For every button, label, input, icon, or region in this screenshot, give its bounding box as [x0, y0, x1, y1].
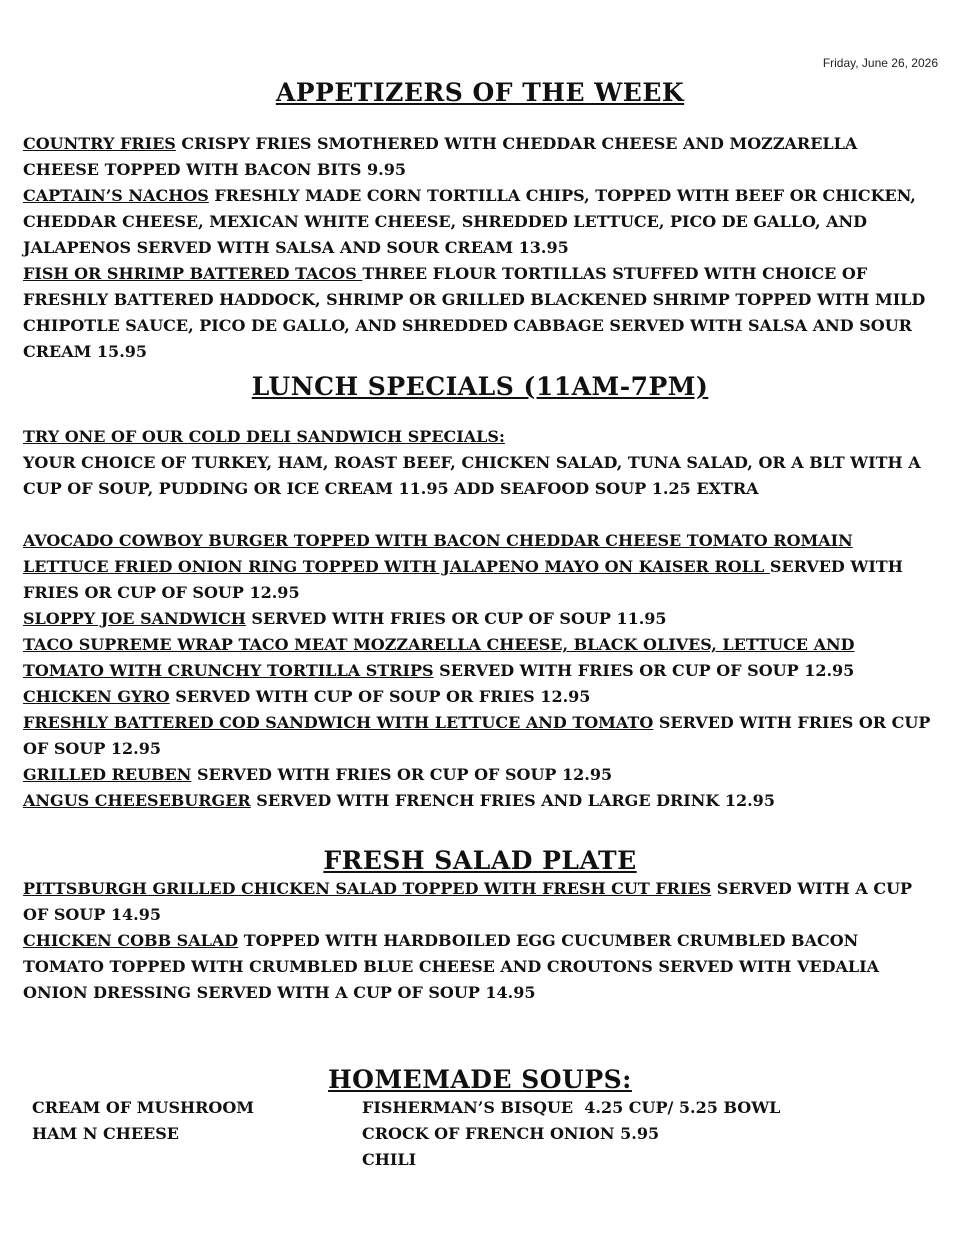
- menu-item-desc: SERVED WITH CUP OF SOUP OR FRIES 12.95: [169, 687, 591, 706]
- menu-item-desc: SERVED WITH FRIES OR CUP OF SOUP 12.95: [23, 557, 903, 602]
- menu-item: [23, 261, 938, 365]
- menu-item-desc: CRISPY FRIES SMOTHERED WITH CHEDDAR CHEESE AND MOZZARELLA CHEESE TOPPED WITH BACON BITS 9.95: [23, 134, 858, 179]
- soups-right-column: [362, 1095, 780, 1173]
- salad-heading: FRESH SALAD PLATE: [323, 846, 637, 875]
- menu-item-desc: SERVED WITH A CUP OF SOUP 14.95: [23, 879, 913, 924]
- menu-item-name: FISH OR SHRIMP BATTERED TACOS: [23, 264, 363, 283]
- lunch-heading: LUNCH SPECIALS (11AM-7PM): [251, 372, 709, 401]
- menu-item-name: CHICKEN COBB SALAD: [23, 931, 239, 950]
- salad-list: [23, 876, 938, 1006]
- menu-item-name: TACO SUPREME WRAP TACO MEAT MOZZARELLA CHEESE, BLACK OLIVES, LETTUCE AND TOMATO WITH CRUNCHY TORTILLA STRIPS: [23, 635, 855, 680]
- menu-item-name: GRILLED REUBEN: [23, 765, 192, 784]
- lunch-list: [23, 424, 938, 814]
- menu-item-name: PITTSBURGH GRILLED CHICKEN SALAD TOPPED WITH FRESH CUT FRIES: [23, 879, 712, 898]
- deli-desc: YOUR CHOICE OF TURKEY, HAM, ROAST BEEF, CHICKEN SALAD, TUNA SALAD, OR A BLT WITH A CUP OF SOUP, PUDDING OR ICE CREAM 11.95 ADD SEAFOOD SOUP 1.25 EXTRA: [23, 453, 921, 498]
- menu-item: [23, 684, 938, 710]
- menu-item: [23, 632, 938, 684]
- menu-item-name: COUNTRY FRIES: [23, 134, 176, 153]
- menu-item: [23, 710, 938, 762]
- menu-date: Friday, June 26, 2026: [822, 56, 938, 70]
- menu-item: [23, 788, 938, 814]
- menu-item-desc: FRESHLY MADE CORN TORTILLA CHIPS, TOPPED WITH BEEF OR CHICKEN, CHEDDAR CHEESE, MEXICAN WHITE CHEESE, SHREDDED LETTUCE, PICO DE GALLO, AND JALAPENOS SERVED WITH SALSA AND SOUR CREAM 13.95: [23, 186, 916, 257]
- soup-item: HAM N CHEESE: [32, 1124, 179, 1143]
- soups-left-column: [32, 1095, 254, 1147]
- menu-item-desc: THREE FLOUR TORTILLAS STUFFED WITH CHOICE OF FRESHLY BATTERED HADDOCK, SHRIMP OR GRILLED BLACKENED SHRIMP TOPPED WITH MILD CHIPOTLE SAUCE, PICO DE GALLO, AND SHREDDED CABBAGE SERVED WITH SALSA AND SOUR CREAM 15.95: [23, 264, 926, 361]
- menu-item: [23, 183, 938, 261]
- soup-item: CHILI: [362, 1150, 417, 1169]
- menu-item-name: SLOPPY JOE SANDWICH: [23, 609, 246, 628]
- spacer: [23, 502, 938, 528]
- soup-item: CREAM OF MUSHROOM: [32, 1098, 255, 1117]
- soup-item: FISHERMAN’S BISQUE 4.25 CUP/ 5.25 BOWL: [362, 1098, 781, 1117]
- appetizers-list: [23, 131, 938, 365]
- soup-item: CROCK OF FRENCH ONION 5.95: [362, 1124, 660, 1143]
- menu-item-desc: SERVED WITH FRIES OR CUP OF SOUP 11.95: [245, 609, 667, 628]
- menu-item-desc: TOPPED WITH HARDBOILED EGG CUCUMBER CRUMBLED BACON TOMATO TOPPED WITH CRUMBLED BLUE CHEESE AND CROUTONS SERVED WITH VEDALIA ONION DRESSING SERVED WITH A CUP OF SOUP 14.95: [23, 931, 880, 1002]
- menu-item-name: ANGUS CHEESEBURGER: [23, 791, 251, 810]
- deli-title: TRY ONE OF OUR COLD DELI SANDWICH SPECIALS:: [23, 427, 505, 446]
- menu-item-name: AVOCADO COWBOY BURGER TOPPED WITH BACON CHEDDAR CHEESE TOMATO ROMAIN LETTUCE FRIED ONION RING TOPPED WITH JALAPENO MAYO ON KAISER ROLL: [23, 531, 853, 576]
- menu-item: [23, 131, 938, 183]
- soups-heading: HOMEMADE SOUPS:: [328, 1065, 632, 1094]
- menu-item-desc: SERVED WITH FRIES OR CUP OF SOUP 12.95: [23, 713, 931, 758]
- menu-item-desc: SERVED WITH FRENCH FRIES AND LARGE DRINK 12.95: [250, 791, 775, 810]
- menu-item: [23, 528, 938, 606]
- menu-item-name: FRESHLY BATTERED COD SANDWICH WITH LETTUCE AND TOMATO: [23, 713, 654, 732]
- menu-item-name: CAPTAIN’S NACHOS: [23, 186, 209, 205]
- menu-item-name: CHICKEN GYRO: [23, 687, 170, 706]
- menu-item-desc: SERVED WITH FRIES OR CUP OF SOUP 12.95: [433, 661, 855, 680]
- menu-item: [23, 928, 938, 1006]
- menu-item: [23, 762, 938, 788]
- appetizers-heading: APPETIZERS OF THE WEEK: [275, 78, 685, 107]
- menu-item-desc: SERVED WITH FRIES OR CUP OF SOUP 12.95: [191, 765, 613, 784]
- menu-item: [23, 606, 938, 632]
- menu-item: [23, 876, 938, 928]
